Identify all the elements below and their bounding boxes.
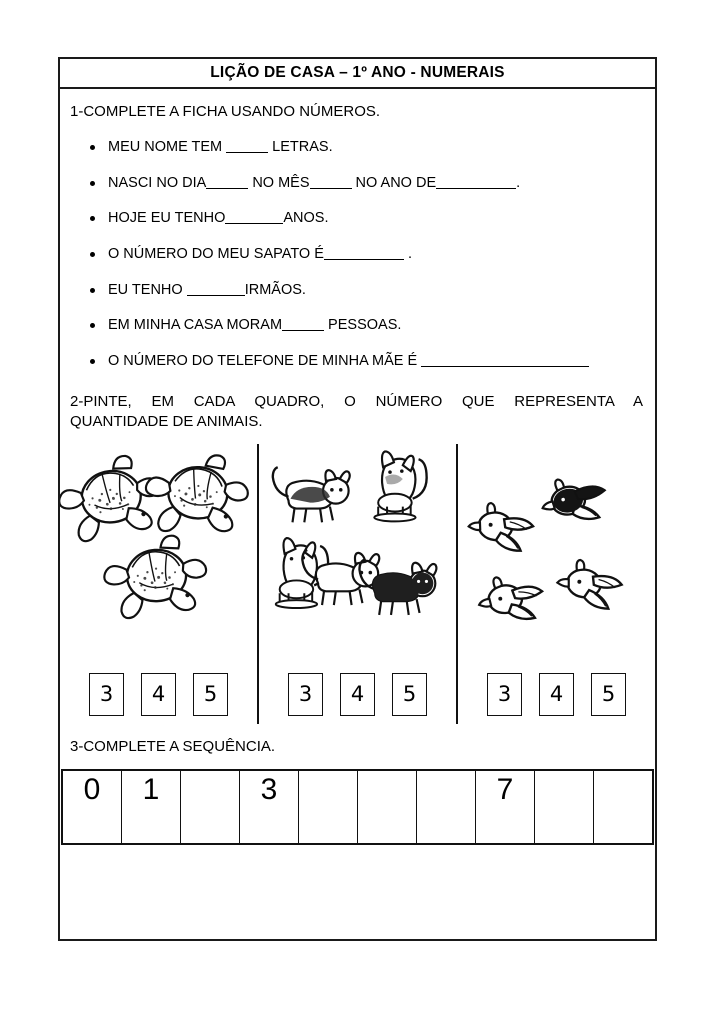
fill-blank[interactable]	[206, 188, 248, 189]
list-item-text-pre: MEU NOME TEM	[108, 139, 227, 155]
choice-box[interactable]: 3	[288, 673, 323, 716]
sequence-cell[interactable]: 0	[63, 771, 122, 843]
choice-box[interactable]: 4	[340, 673, 375, 716]
bullet-dot-icon	[90, 252, 95, 257]
sequence-cell[interactable]: 3	[240, 771, 299, 843]
list-item	[60, 317, 655, 334]
animal-panels	[60, 444, 655, 724]
list-item	[60, 210, 655, 227]
bullet-dot-icon	[90, 288, 95, 293]
list-item-text-pre: O NÚMERO DO TELEFONE DE MINHA MÃE É	[108, 353, 422, 370]
fill-blank[interactable]	[324, 259, 404, 260]
animal-panel-cats	[257, 444, 456, 724]
list-item-text-mid: LETRAS.	[268, 139, 333, 155]
bullet-dot-icon	[90, 323, 95, 328]
section3-heading: 3-COMPLETE A SEQUÊNCIA.	[70, 738, 276, 756]
worksheet-inner	[60, 59, 655, 939]
choice-box[interactable]: 4	[539, 673, 574, 716]
list-item	[60, 246, 655, 263]
fill-blank[interactable]	[187, 295, 245, 296]
list-item-text-mid: NO MÊS	[248, 174, 310, 191]
choice-row-turtles	[60, 673, 257, 716]
list-item-text-mid: ANOS.	[283, 210, 329, 227]
choice-box[interactable]: 3	[487, 673, 522, 716]
choice-box[interactable]: 5	[193, 673, 228, 716]
sequence-cell[interactable]	[181, 771, 240, 843]
sequence-cell[interactable]	[358, 771, 417, 843]
section2-heading-line2: QUANTIDADE DE ANIMAIS.	[70, 412, 263, 430]
section1-list	[60, 139, 655, 370]
sequence-table-wrap	[60, 769, 655, 845]
list-item-text-mid: IRMÃOS.	[244, 281, 306, 298]
fill-blank[interactable]	[282, 330, 324, 331]
choice-box[interactable]: 5	[392, 673, 427, 716]
list-item-text-mid: PESSOAS.	[324, 317, 402, 334]
animal-panel-birds	[456, 444, 655, 724]
sequence-cell[interactable]	[417, 771, 476, 843]
list-item-text-pre: O NÚMERO DO MEU SAPATO É	[108, 246, 324, 263]
sequence-cell[interactable]	[299, 771, 358, 843]
list-item	[60, 139, 655, 156]
fill-blank[interactable]	[421, 366, 589, 367]
fill-blank[interactable]	[226, 152, 268, 153]
bird-group-illustration	[458, 444, 655, 644]
animal-panel-turtles	[60, 444, 257, 724]
sequence-cell[interactable]: 1	[122, 771, 181, 843]
list-item-text-post: NO ANO DE	[351, 174, 437, 191]
list-item-text-pre: EM MINHA CASA MORAM	[108, 317, 283, 334]
bullet-dot-icon	[90, 145, 95, 150]
sequence-cell[interactable]: 7	[476, 771, 535, 843]
section1-heading: 1-COMPLETE A FICHA USANDO NÚMEROS.	[70, 103, 381, 120]
turtle-group-illustration	[60, 444, 257, 644]
worksheet-title-bar	[60, 59, 655, 89]
bullet-dot-icon	[90, 181, 95, 186]
section2-heading	[60, 392, 655, 433]
list-item	[60, 353, 655, 370]
fill-blank[interactable]	[436, 188, 516, 189]
worksheet-sheet	[58, 57, 657, 941]
list-item-text-mid: .	[403, 246, 412, 263]
bullet-dot-icon	[90, 216, 95, 221]
list-item	[60, 175, 655, 192]
fill-blank[interactable]	[225, 223, 283, 224]
list-item-text-pre: HOJE EU TENHO	[108, 210, 226, 227]
list-item	[60, 282, 655, 299]
sequence-cell[interactable]	[535, 771, 594, 843]
bullet-dot-icon	[90, 359, 95, 364]
sequence-cell[interactable]	[594, 771, 652, 843]
choice-row-cats	[259, 673, 456, 716]
section2-heading-line1: 2-PINTE, EM CADA QUADRO, O NÚMERO QUE REPRESENTA A	[70, 392, 643, 410]
cat-group-illustration	[259, 444, 456, 644]
sequence-table	[61, 769, 654, 845]
list-item-text-pre: NASCI NO DIA	[108, 174, 207, 191]
choice-box[interactable]: 3	[89, 673, 124, 716]
choice-box[interactable]: 4	[141, 673, 176, 716]
fill-blank[interactable]	[310, 188, 352, 189]
list-item-text-pre: EU TENHO	[108, 281, 187, 298]
page-title: LIÇÃO DE CASA – 1º ANO - NUMERAIS	[210, 64, 505, 81]
list-item-text-tail: .	[516, 174, 521, 191]
choice-row-birds	[458, 673, 655, 716]
choice-box[interactable]: 5	[591, 673, 626, 716]
